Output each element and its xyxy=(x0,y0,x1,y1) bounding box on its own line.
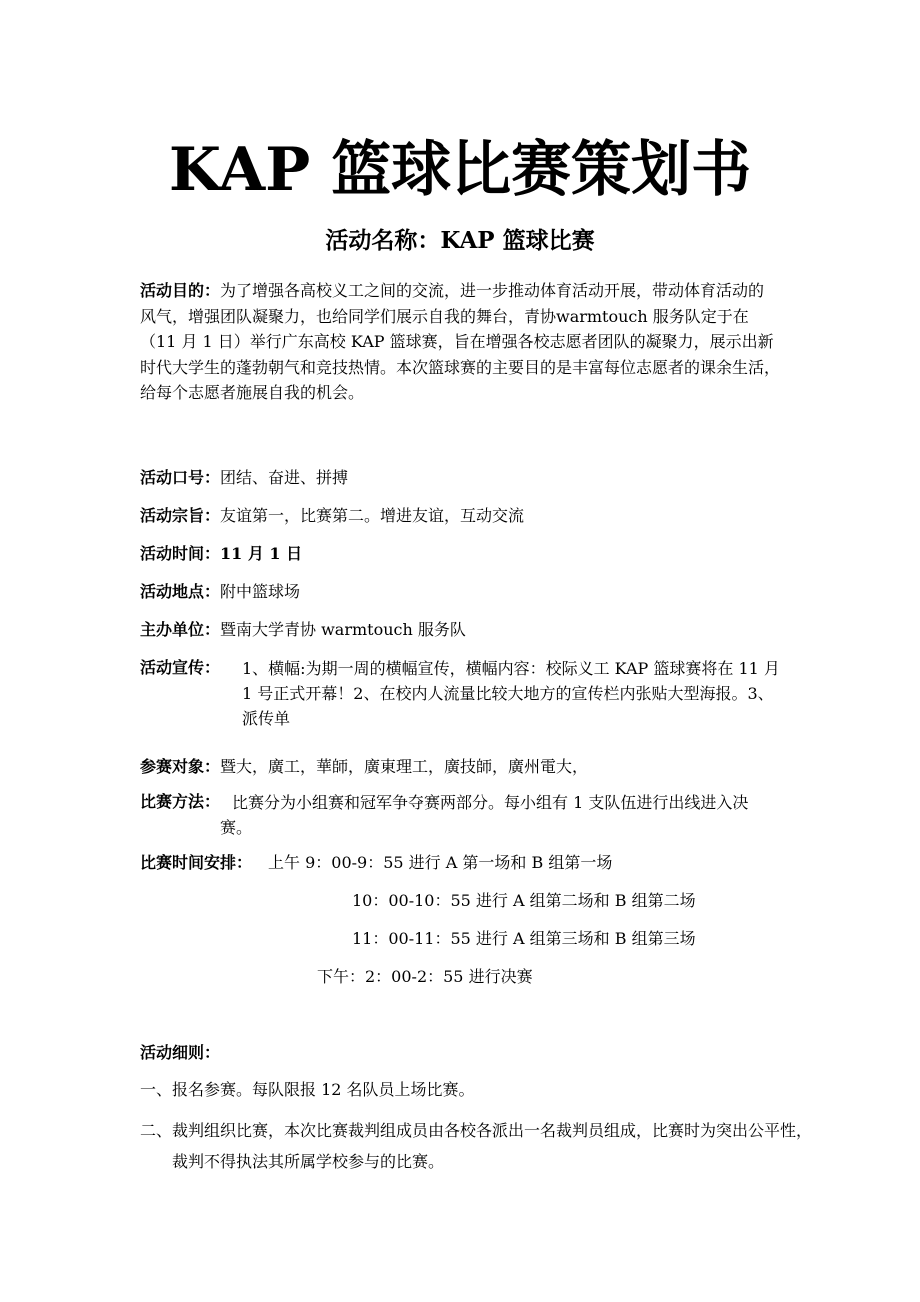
schedule-line: 11：00-11：55 进行 A 组第三场和 B 组第三场 xyxy=(352,929,696,948)
activity-purpose xyxy=(140,278,780,406)
tenet-label: 活动宗旨： xyxy=(140,506,221,525)
publicity-label: 活动宣传： xyxy=(140,658,221,677)
format-text: 比赛分为小组赛和冠军争夺赛两部分。每小组有 1 支队伍进行出线进入决赛。 xyxy=(220,793,749,837)
activity-slogan xyxy=(140,466,780,490)
publicity-text: 1、横幅:为期一周的横幅宣传，横幅内容：校际义工 KAP 篮球赛将在 11 月 1 号正式开幕！2、在校内人流量比较大地方的宣传栏内张贴大型海报。3、派传单 xyxy=(242,659,780,728)
purpose-label: 活动目的： xyxy=(140,281,221,300)
venue-text: 附中篮球场 xyxy=(220,582,301,601)
activity-time xyxy=(140,542,780,566)
rule-item: 一、报名参赛。每队限报 12 名队员上场比赛。 xyxy=(140,1080,475,1099)
slogan-label: 活动口号： xyxy=(140,468,221,487)
organizer-text: 暨南大学青协 warmtouch 服务队 xyxy=(220,620,466,639)
tenet-text: 友谊第一，比赛第二。增进友谊，互动交流 xyxy=(220,506,525,525)
activity-tenet xyxy=(140,504,780,528)
slogan-text: 团结、奋进、拼搏 xyxy=(220,468,349,487)
participants-text: 暨大，廣工，華師，廣東理工，廣技師，廣州電大， xyxy=(220,757,589,776)
schedule-line: 10：00-10：55 进行 A 组第二场和 B 组第二场 xyxy=(352,891,696,910)
activity-name: 活动名称：KAP 篮球比赛 xyxy=(325,227,595,254)
schedule-label: 比赛时间安排： xyxy=(140,853,253,872)
document-title: KAP 篮球比赛策划书 xyxy=(168,135,752,205)
purpose-text: 为了增强各高校义工之间的交流，进一步推动体育活动开展，带动体育活动的风气，增强团队凝聚力，也给同学们展示自我的舞台，青协warmtouch 服务队定于在（11 月 1 日）举行广东高校 KAP 篮球赛，旨在增强各校志愿者团队的凝聚力，展示出新时代大学生的蓬勃朝气和竞技热情。本次篮球赛的主要目的是丰富每位志愿者的课余生活，给每个志愿者施展自我的机会。 xyxy=(140,281,781,402)
participants xyxy=(140,755,780,779)
activity-venue xyxy=(140,580,780,604)
rules-heading-text: 活动细则： xyxy=(140,1043,221,1062)
organizer-label: 主办单位： xyxy=(140,620,221,639)
format-label: 比赛方法： xyxy=(140,792,221,811)
participants-label: 参赛对象： xyxy=(140,757,221,776)
rules-heading xyxy=(140,1041,780,1065)
time-text: 11 月 1 日 xyxy=(220,544,303,563)
activity-organizer xyxy=(140,618,780,642)
schedule-line: 上午 9：00-9：55 进行 A 第一场和 B 组第一场 xyxy=(268,853,613,872)
rule-item: 二、裁判组织比赛，本次比赛裁判组成员由各校各派出一名裁判员组成，比赛时为突出公平性，裁判不得执法其所属学校参与的比赛。 xyxy=(140,1121,813,1171)
schedule-line: 下午：2：00-2：55 进行决赛 xyxy=(317,967,533,986)
time-label: 活动时间： xyxy=(140,544,221,563)
venue-label: 活动地点： xyxy=(140,582,221,601)
